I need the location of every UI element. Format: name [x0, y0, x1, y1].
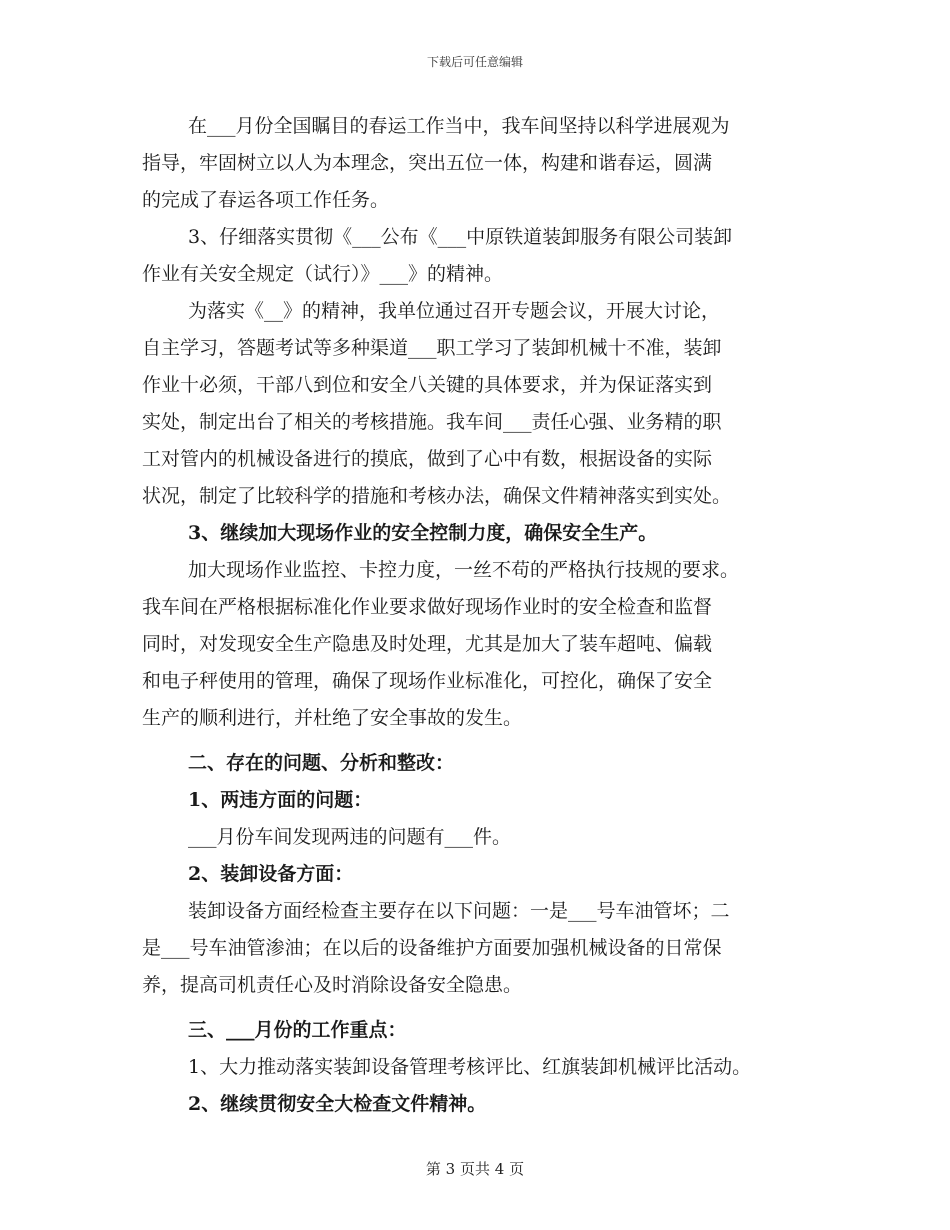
paragraph-line: 在___月份全国瞩目的春运工作当中，我车间坚持以科学进展观为 [188, 115, 730, 137]
paragraph-line: 的完成了春运各项工作任务。 [142, 189, 390, 211]
paragraph-line: 同时，对发现安全生产隐患及时处理，尤其是加大了装车超吨、偏载 [142, 633, 713, 655]
paragraph-line: 自主学习，答题考试等多种渠道___职工学习了装卸机械十不准，装卸 [142, 337, 722, 359]
page-header: 下载后可任意编辑 [426, 55, 523, 69]
paragraph-line: 指导，牢固树立以人为本理念，突出五位一体，构建和谐春运，圆满 [142, 152, 713, 174]
paragraph-line: 实处，制定出台了相关的考核措施。我车间___责任心强、业务精的职 [142, 411, 722, 433]
section-heading: 二、存在的问题、分析和整改： [188, 752, 455, 774]
subsection-heading: 2、继续贯彻安全大检查文件精神。 [188, 1093, 487, 1115]
section-heading: 3、继续加大现场作业的安全控制力度，确保安全生产。 [188, 522, 658, 544]
paragraph-line: 养，提高司机责任心及时消除设备安全隐患。 [142, 974, 523, 996]
paragraph-line: 作业十必须，干部八到位和安全八关键的具体要求，并为保证落实到 [142, 374, 713, 396]
paragraph-line: 和电子秤使用的管理，确保了现场作业标准化，可控化，确保了安全 [142, 670, 713, 692]
paragraph-line: 作业有关安全规定（试行）》___》的精神。 [142, 263, 504, 285]
paragraph-line: 生产的顺利进行，并杜绝了安全事故的发生。 [142, 707, 523, 729]
paragraph-line: 是___号车油管渗油；在以后的设备维护方面要加强机械设备的日常保 [142, 937, 722, 959]
document-body [142, 108, 812, 1123]
page-number: 第 3 页共 4 页 [425, 1160, 525, 1178]
paragraph-line: 3、仔细落实贯彻《___公布《___中原铁道装卸服务有限公司装卸 [188, 226, 733, 248]
paragraph-line: 装卸设备方面经检查主要存在以下问题：一是___号车油管坏；二 [188, 900, 730, 922]
paragraph-line: ___月份车间发现两违的问题有___件。 [188, 826, 512, 848]
paragraph-line: 工对管内的机械设备进行的摸底，做到了心中有数，根据设备的实际 [142, 448, 713, 470]
subsection-heading: 2、装卸设备方面： [188, 863, 354, 885]
paragraph-line: 加大现场作业监控、卡控力度，一丝不苟的严格执行技规的要求。 [188, 559, 740, 581]
paragraph-line: 我车间在严格根据标准化作业要求做好现场作业时的安全检查和监督 [142, 596, 713, 618]
paragraph-line: 1、大力推动落实装卸设备管理考核评比、红旗装卸机械评比活动。 [188, 1056, 752, 1078]
paragraph-line: 状况，制定了比较科学的措施和考核办法，确保文件精神落实到实处。 [142, 485, 732, 507]
subsection-heading: 1、两违方面的问题： [188, 789, 373, 811]
paragraph-line: 为落实《__》的精神，我单位通过召开专题会议，开展大讨论， [188, 300, 721, 322]
section-heading: 三、___月份的工作重点： [188, 1019, 407, 1041]
